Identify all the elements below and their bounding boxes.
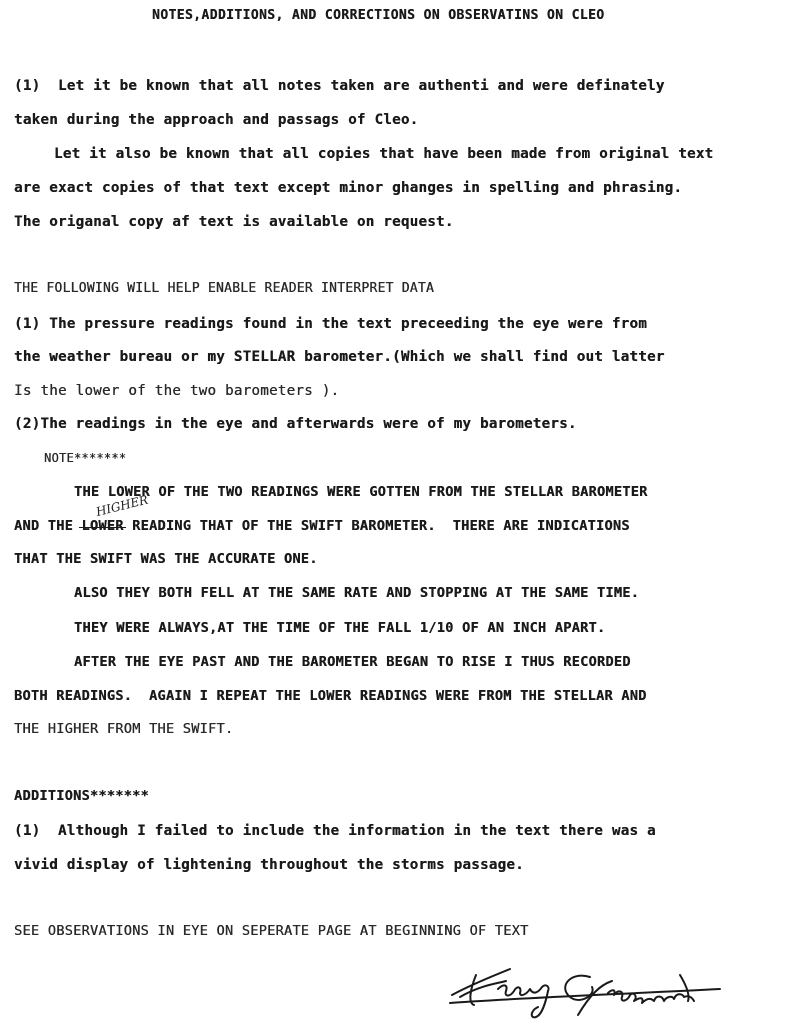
note-line-1: THE LOWER OF THE TWO READINGS WERE GOTTEN FROM THE STELLAR BAROMETER: [74, 484, 648, 500]
note-line-5: THEY WERE ALWAYS,AT THE TIME OF THE FALL 1/10 OF AN INCH APART.: [74, 620, 606, 636]
interpret-line-2: the weather bureau or my STELLAR barometer.(Which we shall find out latter: [14, 349, 665, 365]
note-line-6: AFTER THE EYE PAST AND THE BAROMETER BEGAN TO RISE I THUS RECORDED: [74, 654, 631, 670]
interpret-line-3: Is the lower of the two barometers ).: [14, 383, 340, 399]
additions-heading: ADDITIONS*******: [14, 788, 149, 804]
note-label: NOTE*******: [44, 451, 127, 465]
note-line-4: ALSO THEY BOTH FELL AT THE SAME RATE AND STOPPING AT THE SAME TIME.: [74, 585, 640, 601]
interpret-line-4: (2)The readings in the eye and afterwards were of my barometers.: [14, 416, 577, 432]
note-line-2-end: READING THAT OF THE SWIFT BAROMETER. THERE ARE INDICATIONS: [123, 518, 630, 534]
note-line-2: [14, 517, 630, 535]
note-line-2-start: AND THE: [14, 518, 82, 534]
note-line-7: BOTH READINGS. AGAIN I REPEAT THE LOWER READINGS WERE FROM THE STELLAR AND: [14, 688, 647, 704]
note-line-8: THE HIGHER FROM THE SWIFT.: [14, 721, 234, 737]
additions-line-1: (1) Although I failed to include the information in the text there was a: [14, 823, 656, 839]
note-line-3: THAT THE SWIFT WAS THE ACCURATE ONE.: [14, 551, 318, 567]
intro-line-3: Let it also be known that all copies that have been made from original text: [54, 146, 714, 162]
see-observations-note: SEE OBSERVATIONS IN EYE ON SEPERATE PAGE AT BEGINNING OF TEXT: [14, 923, 529, 939]
interpret-heading: THE FOLLOWING WILL HELP ENABLE READER INTERPRET DATA: [14, 281, 434, 296]
struck-word: LOWER: [81, 518, 124, 534]
handwritten-signature: [440, 955, 730, 1025]
intro-line-5: The origanal copy af text is available on request.: [14, 214, 454, 230]
interpret-line-1: (1) The pressure readings found in the text preceeding the eye were from: [14, 316, 647, 332]
additions-line-2: vivid display of lightening throughout the storms passage.: [14, 857, 524, 873]
document-title: NOTES,ADDITIONS, AND CORRECTIONS ON OBSERVATINS ON CLEO: [152, 8, 605, 23]
handwritten-correction: HIGHER: [94, 492, 150, 519]
intro-line-1: (1) Let it be known that all notes taken are authenti and were definately: [14, 78, 665, 94]
intro-line-4: are exact copies of that text except minor ghanges in spelling and phrasing.: [14, 180, 683, 196]
intro-line-2: taken during the approach and passags of Cleo.: [14, 112, 419, 128]
